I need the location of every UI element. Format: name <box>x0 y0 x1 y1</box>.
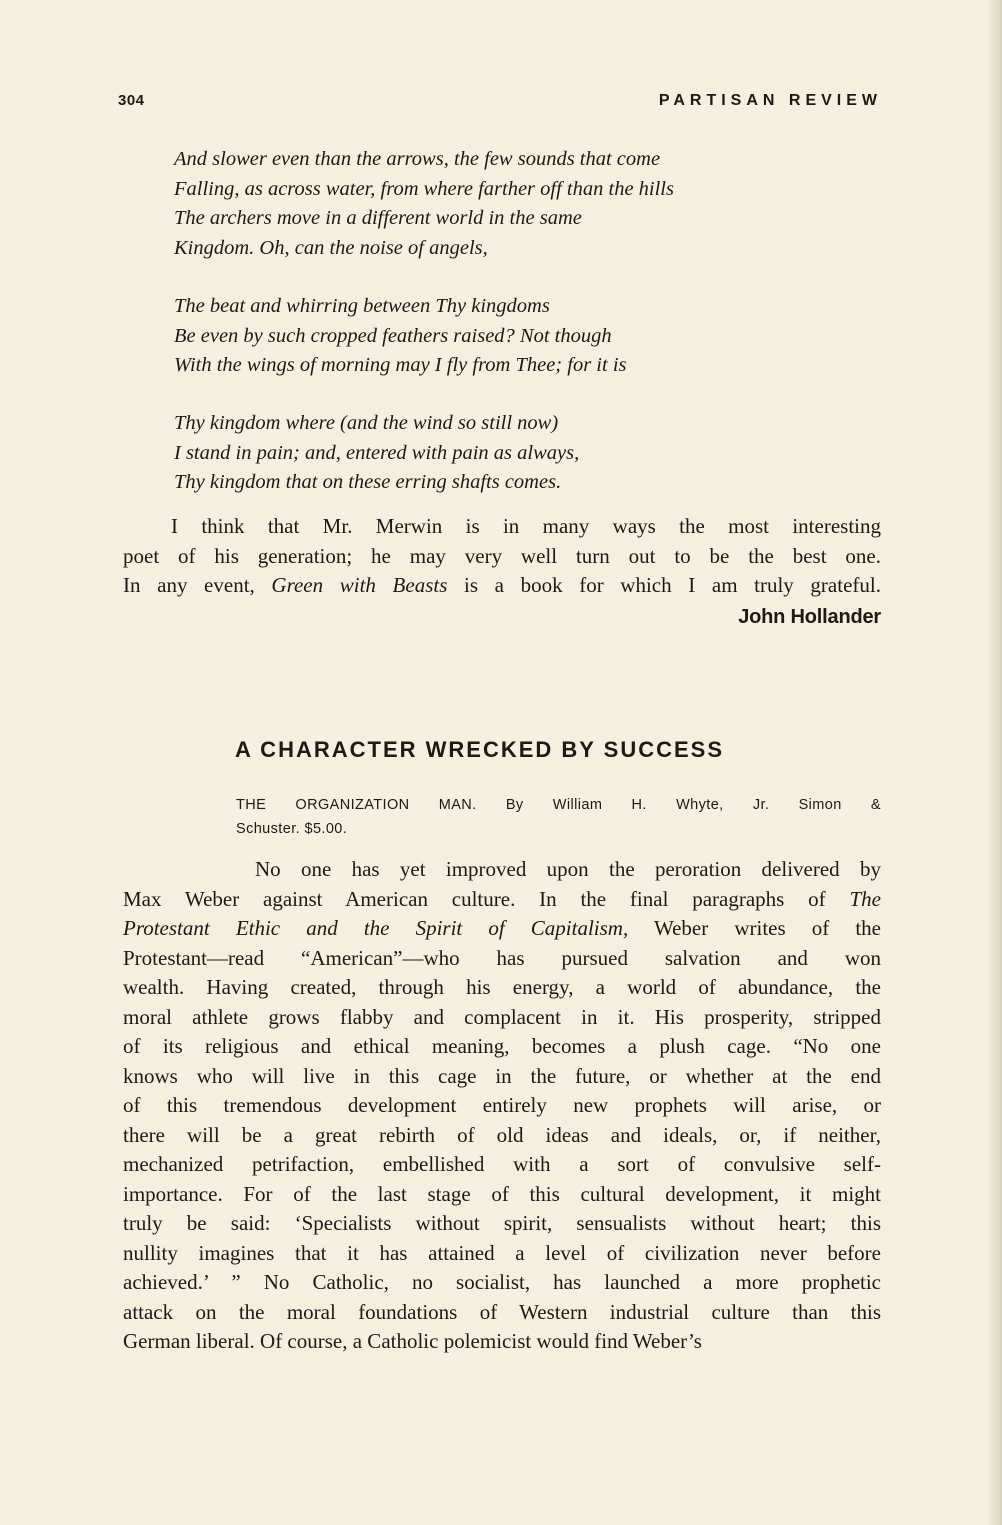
paragraph-line: wealth. Having created, through his energy, a world of abundance, the <box>123 975 881 999</box>
poem-stanza-3 <box>174 409 874 498</box>
book-citation <box>236 793 881 841</box>
paragraph-line <box>123 571 881 601</box>
running-header <box>118 92 882 114</box>
paragraph-line: German liberal. Of course, a Catholic polemicist would find Weber’s <box>123 1329 702 1353</box>
review-body-paragraph <box>123 855 881 1357</box>
paragraph-line: mechanized petrifaction, embellished with a sort of convulsive self- <box>123 1152 881 1176</box>
paragraph-line: truly be said: ‘Specialists without spirit, sensualists without heart; this <box>123 1211 881 1235</box>
poem-line: The beat and whirring between Thy kingdoms <box>174 295 550 317</box>
poem-line: Be even by such cropped feathers raised? Not though <box>174 324 612 347</box>
poem-line: With the wings of morning may I fly from Thee; for it is <box>174 354 627 376</box>
poem-line: And slower even than the arrows, the few sounds that come <box>174 148 661 170</box>
poem-line: Falling, as across water, from where farther off than the hills <box>174 177 674 200</box>
paragraph-line: importance. For of the last stage of this cultural development, it might <box>123 1181 881 1206</box>
page-number: 304 <box>118 92 145 109</box>
paragraph-line <box>123 914 881 944</box>
paragraph-line: achieved.’ ” No Catholic, no socialist, has launched a more prophetic <box>123 1270 881 1294</box>
text-run: Weber writes of the <box>628 916 881 940</box>
paragraph-line: attack on the moral foundations of Western industrial culture than this <box>123 1299 881 1324</box>
book-title-italic: Green with Beasts <box>271 573 448 597</box>
poem-line: The archers move in a different world in the same <box>174 207 582 229</box>
text-run: Max Weber against American culture. In the final paragraphs of <box>123 886 850 911</box>
poem-stanza-1 <box>174 145 874 263</box>
text-run: In any event, <box>123 573 272 597</box>
paragraph-line: nullity imagines that it has attained a level of civilization never before <box>123 1240 881 1265</box>
review-closing-paragraph <box>123 512 881 601</box>
poem-line: Thy kingdom where (and the wind so still now) <box>174 412 559 434</box>
review-heading: A CHARACTER WRECKED BY SUCCESS <box>235 737 725 762</box>
book-title-italic: The <box>849 886 881 911</box>
reviewer-signature: John Hollander <box>738 606 881 628</box>
text-run: is a book for which I am truly grateful. <box>447 573 881 597</box>
poem-stanza-2 <box>174 292 874 381</box>
poem-line: Kingdom. Oh, can the noise of angels, <box>174 236 488 259</box>
paragraph-line: No one has yet improved upon the peroration delivered by <box>255 857 881 881</box>
paragraph-line: moral athlete grows flabby and complacent in it. His prosperity, stripped <box>123 1004 881 1029</box>
paragraph-line: Protestant—read “American”—who has pursued salvation and won <box>123 945 881 970</box>
paragraph-line: of its religious and ethical meaning, becomes a plush cage. “No one <box>123 1034 881 1058</box>
poem-line: Thy kingdom that on these erring shafts comes. <box>174 471 562 493</box>
paragraph-line: knows who will live in this cage in the future, or whether at the end <box>123 1063 881 1088</box>
paragraph-line: poet of his generation; he may very well turn out to be the best one. <box>123 543 881 568</box>
paragraph-line: I think that Mr. Merwin is in many ways the most interesting <box>171 514 881 538</box>
running-head-title: PARTISAN REVIEW <box>658 92 882 109</box>
page-edge-shadow <box>988 0 1002 1525</box>
book-citation-line: Schuster. $5.00. <box>236 821 348 837</box>
paragraph-line: there will be a great rebirth of old ideas and ideals, or, if neither, <box>123 1122 881 1147</box>
paragraph-line <box>123 885 881 915</box>
poem-line: I stand in pain; and, entered with pain as always, <box>174 441 580 464</box>
book-citation-line: THE ORGANIZATION MAN. By William H. Whyte, Jr. Simon & <box>236 797 881 813</box>
paragraph-line: of this tremendous development entirely new prophets will arise, or <box>123 1093 881 1117</box>
book-title-italic: Protestant Ethic and the Spirit of Capitalism, <box>123 916 629 940</box>
